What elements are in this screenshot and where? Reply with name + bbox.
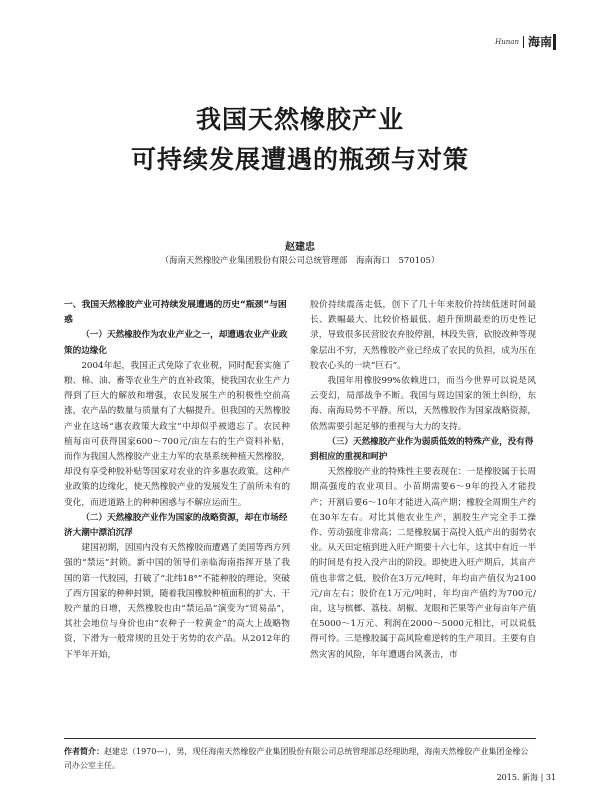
left-column <box>64 298 290 663</box>
author-affiliation: （海南天然橡胶产业集团股份有限公司总统管理部 海南海口 570105） <box>160 256 440 266</box>
header-bar <box>553 34 556 50</box>
running-header <box>495 33 552 50</box>
body-paragraph: 建国初期，因国内没有天然橡胶而遭遇了美国等西方列强的“禁运”封锁。新中国的领导们亲临海南指挥开垦了我国的第一代胶园，打破了“北纬18°”不能种胶的理论，突破了西方国家的种种封锁，随着我国橡胶种植面积的扩大、干胶产量的日增，天然橡胶也由“禁运品”演变为“贸易品”，其社会地位与身价也由“农种子一粒黄金”的高大上战略物资，下滑为一般常规的且处于劣势的农产品。从2012年的下半年开始， <box>64 543 290 660</box>
section-heading: （三）天然橡胶产业作为弱质低效的特殊产业，没有得到相应的重视和呵护 <box>310 436 534 463</box>
author-bio-footnote <box>64 745 536 773</box>
body-paragraph: 胶价持续震荡走低，创下了几十年来胶价持续低迷时间最长、跌幅最大、比较价格最低、超升预期最差的历史性记录，导致很多民营胶农弃胶停割，林段失管，砍胶改种等现象层出不穷，天然橡胶产业已经成了农民的负担，成为压在胶农心头的一块“巨石”。 <box>310 300 536 371</box>
footnote-label: 作者简介： <box>64 747 104 756</box>
section-heading: 一、我国天然橡胶产业可持续发展遭遇的历史“瓶颈”与困惑 <box>64 300 287 326</box>
right-column <box>310 298 536 663</box>
author-name: 赵建忠 <box>285 242 315 253</box>
article-title-line2: 可持续发展遭遇的瓶颈与对策 <box>130 145 469 174</box>
body-paragraph: 我国年用橡胶99%依赖进口，而当今世界可以说是风云变幻，局部战争不断。我国与周边国家的领土纠纷，东海、南海局势不平静。所以，天然橡胶作为国家战略资源，依然需要引起足够的重视与大力的支持。 <box>310 376 536 432</box>
header-small-text: Hunan <box>495 37 519 46</box>
page-number: 2015. 新海 | 31 <box>496 773 556 782</box>
header-divider <box>523 36 524 48</box>
body-paragraph: 2004年起，我国正式免除了农业税，同时配套实施了粮、棉、油、畜等农业生产的直补政策，使我国农业生产力得到了巨大的解放和增强，农民发展生产的积极性空前高涨，农产品的数量与质量有了大幅提升。但我国的天然橡胶产业在这场“惠农政策大政宝”中却似乎被遗忘了。农民种植每亩可获得国家600～700元/亩左右的生产资料补贴，而作为我国人然橡胶产业主力军的农垦系统种植天然橡胶，却没有享受种胶补贴等国家对农业的许多惠农政策。这种产业政策的边缘化，使天然橡胶产业的发展发生了前所未有的变化，而进道路上的种种困惑与不解应运而生。 <box>64 360 290 508</box>
section-heading: （二）天然橡胶产业作为国家的战略资源，却在市场经济大潮中漂泊沉浮 <box>64 512 288 539</box>
body-paragraph: 天然橡胶产业的特殊性主要表现在：一是橡胶属于长周期高强度的农业项目。小苗期需要6～9年的投入才能投产；开割后要6～10年才能进入高产期；橡胶全周期生产约在30年左右。对比其他农业生产，割胶生产完全手工操作、劳动强度非常高；二是橡胶属于高投入低产出的弱势农业。从天田定植到进入旺产期要十六七年，这其中有近一半的时间是有投入没产出的阶段。即使进入旺产期后，其亩产值也非常之低，胶价在3万元/吨时，年均亩产值仅为2100元/亩左右；胶价在1万元/吨时，年均亩产值约为700元/亩，这与槟榔、荔枝、胡椒、龙眼和芒果等产业每亩年产值在5000～1万元、利润在2000～5000元相比，可以说低得可怜。三是橡胶属于高风险难逆转的生产项目。主要有自然灾害的风险，年年遭遇台风袭击，市 <box>310 467 536 660</box>
footnote-divider <box>64 738 536 739</box>
journal-name: 海南 <box>527 35 552 49</box>
section-heading: （一）天然橡胶作为农业产业之一，却遭遇农业产业政策的边缘化 <box>64 330 288 356</box>
footnote-text: 赵建忠（1970—），男，现任海南天然橡胶产业集团股份有限公司总统管理部总经理助理，海南天然橡胶产业集团金橡公司办公室主任。 <box>64 747 529 770</box>
article-title-line1: 我国天然橡胶产业 <box>195 105 404 134</box>
